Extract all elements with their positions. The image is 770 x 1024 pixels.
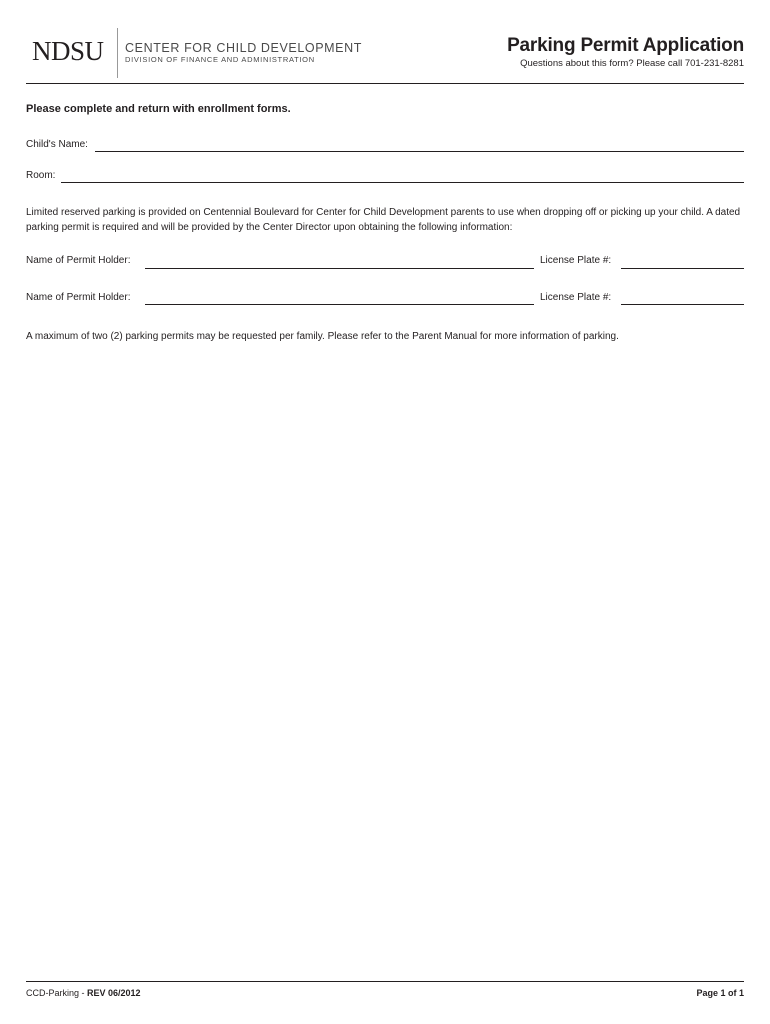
- license-plate-2-label: License Plate #:: [540, 292, 612, 303]
- footer-form-code: [26, 989, 141, 998]
- license-plate-2-field[interactable]: [622, 291, 742, 303]
- license-plate-1-line: [621, 268, 744, 269]
- page-title: Parking Permit Application: [507, 35, 744, 56]
- license-plate-1-label: License Plate #:: [540, 255, 612, 266]
- permit-limit-note: A maximum of two (2) parking permits may be requested per family. Please refer to the Parent Manual for more information of parking.: [26, 331, 619, 342]
- room-label: Room:: [26, 170, 56, 181]
- permit-holder-2-field[interactable]: [146, 291, 532, 303]
- childs-name-field[interactable]: [96, 138, 742, 150]
- permit-holder-1-field[interactable]: [146, 254, 532, 266]
- org-subtitle: DIVISION OF FINANCE AND ADMINISTRATION: [125, 55, 315, 64]
- instruction-text: Please complete and return with enrollment forms.: [26, 103, 291, 115]
- org-name: CENTER FOR CHILD DEVELOPMENT: [125, 41, 362, 55]
- logo-divider: [117, 28, 118, 78]
- childs-name-line: [95, 151, 744, 152]
- revision: REV 06/2012: [87, 988, 141, 998]
- header-divider: [26, 83, 744, 84]
- permit-holder-1-label: Name of Permit Holder:: [26, 255, 131, 266]
- license-plate-2-line: [621, 304, 744, 305]
- permit-holder-1-line: [145, 268, 534, 269]
- page-number: Page 1 of 1: [696, 988, 744, 998]
- permit-holder-2-line: [145, 304, 534, 305]
- ndsu-logo: NDSU: [32, 36, 104, 66]
- footer-divider: [26, 981, 744, 982]
- form-code: CCD-Parking -: [26, 988, 88, 998]
- childs-name-label: Child's Name:: [26, 139, 88, 150]
- contact-info: Questions about this form? Please call 701-231-8281: [520, 58, 744, 69]
- permit-holder-2-label: Name of Permit Holder:: [26, 292, 131, 303]
- license-plate-1-field[interactable]: [622, 254, 742, 266]
- room-line: [61, 182, 744, 183]
- parking-info-paragraph: Limited reserved parking is provided on Centennial Boulevard for Center for Child Development parents to use when dropping off or picking up your child. A dated parking permit is required and will be provided by the Center Director upon obtaining the following information:: [26, 207, 741, 233]
- room-field[interactable]: [62, 169, 742, 181]
